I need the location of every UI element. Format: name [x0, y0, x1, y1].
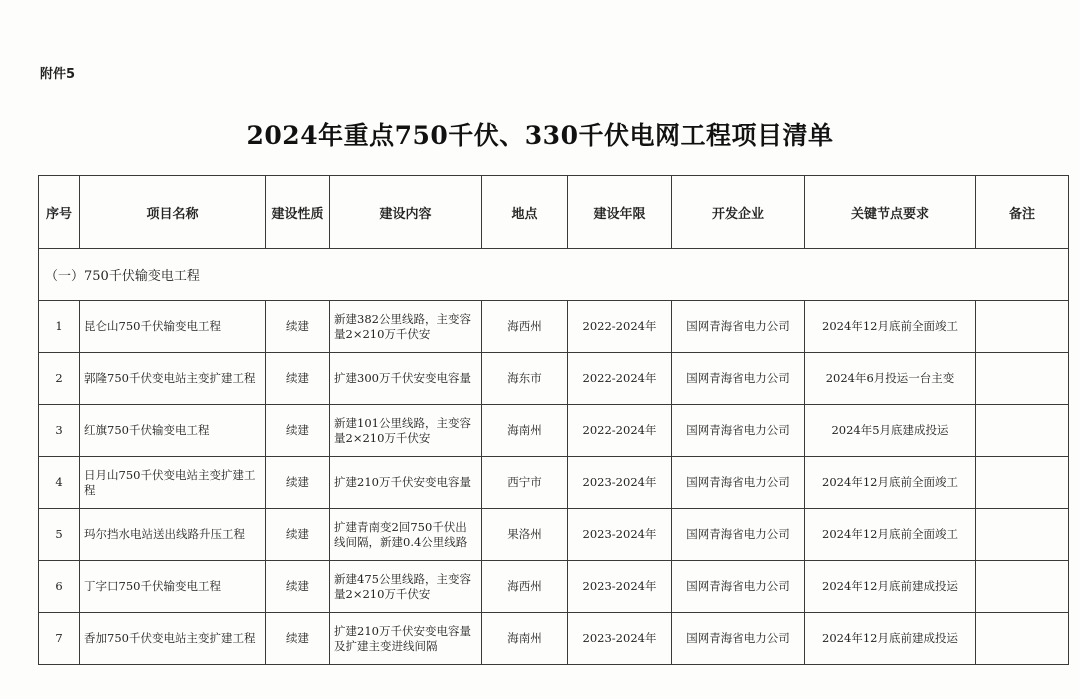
section-title: （一）750千伏输变电工程 [39, 249, 1069, 301]
cell-location: 西宁市 [482, 457, 568, 509]
cell-remark [976, 457, 1069, 509]
header-period: 建设年限 [568, 176, 672, 249]
header-remark: 备注 [976, 176, 1069, 249]
cell-no: 5 [39, 509, 80, 561]
cell-name: 郭隆750千伏变电站主变扩建工程 [80, 353, 266, 405]
cell-content: 扩建300万千伏安变电容量 [330, 353, 482, 405]
table-row [39, 457, 1069, 509]
table-header-row [39, 176, 1069, 249]
cell-location: 果洛州 [482, 509, 568, 561]
cell-milestone: 2024年12月底前全面竣工 [805, 509, 976, 561]
cell-company: 国网青海省电力公司 [672, 405, 805, 457]
cell-period: 2022-2024年 [568, 353, 672, 405]
cell-content: 扩建青南变2回750千伏出线间隔，新建0.4公里线路 [330, 509, 482, 561]
cell-milestone: 2024年12月底前建成投运 [805, 613, 976, 665]
cell-content: 新建475公里线路，主变容量2×210万千伏安 [330, 561, 482, 613]
table-row [39, 301, 1069, 353]
cell-period: 2023-2024年 [568, 613, 672, 665]
header-company: 开发企业 [672, 176, 805, 249]
cell-name: 昆仑山750千伏输变电工程 [80, 301, 266, 353]
cell-name: 玛尔挡水电站送出线路升压工程 [80, 509, 266, 561]
table-row [39, 405, 1069, 457]
cell-milestone: 2024年12月底前全面竣工 [805, 301, 976, 353]
cell-period: 2022-2024年 [568, 301, 672, 353]
table-row [39, 613, 1069, 665]
table-row [39, 353, 1069, 405]
cell-period: 2022-2024年 [568, 405, 672, 457]
cell-company: 国网青海省电力公司 [672, 301, 805, 353]
header-no: 序号 [39, 176, 80, 249]
cell-period: 2023-2024年 [568, 561, 672, 613]
cell-company: 国网青海省电力公司 [672, 613, 805, 665]
cell-content: 扩建210万千伏安变电容量及扩建主变进线间隔 [330, 613, 482, 665]
header-milestone: 关键节点要求 [805, 176, 976, 249]
section-row [39, 249, 1069, 301]
cell-company: 国网青海省电力公司 [672, 561, 805, 613]
attachment-label: 附件5 [40, 67, 76, 82]
cell-name: 丁字口750千伏输变电工程 [80, 561, 266, 613]
cell-name: 红旗750千伏输变电工程 [80, 405, 266, 457]
cell-period: 2023-2024年 [568, 509, 672, 561]
cell-nature: 续建 [266, 353, 330, 405]
cell-no: 1 [39, 301, 80, 353]
cell-remark [976, 509, 1069, 561]
cell-location: 海西州 [482, 561, 568, 613]
cell-name: 香加750千伏变电站主变扩建工程 [80, 613, 266, 665]
cell-period: 2023-2024年 [568, 457, 672, 509]
cell-name: 日月山750千伏变电站主变扩建工程 [80, 457, 266, 509]
header-location: 地点 [482, 176, 568, 249]
cell-location: 海南州 [482, 405, 568, 457]
cell-no: 2 [39, 353, 80, 405]
cell-milestone: 2024年6月投运一台主变 [805, 353, 976, 405]
cell-no: 7 [39, 613, 80, 665]
table-row [39, 561, 1069, 613]
page-title: 2024年重点750千伏、330千伏电网工程项目清单 [246, 121, 834, 150]
cell-nature: 续建 [266, 301, 330, 353]
header-nature: 建设性质 [266, 176, 330, 249]
cell-content: 新建101公里线路，主变容量2×210万千伏安 [330, 405, 482, 457]
cell-nature: 续建 [266, 457, 330, 509]
cell-no: 3 [39, 405, 80, 457]
header-name: 项目名称 [80, 176, 266, 249]
cell-milestone: 2024年5月底建成投运 [805, 405, 976, 457]
cell-milestone: 2024年12月底前全面竣工 [805, 457, 976, 509]
cell-no: 6 [39, 561, 80, 613]
cell-location: 海东市 [482, 353, 568, 405]
cell-remark [976, 301, 1069, 353]
cell-company: 国网青海省电力公司 [672, 457, 805, 509]
cell-nature: 续建 [266, 509, 330, 561]
project-table [38, 175, 1069, 665]
cell-location: 海西州 [482, 301, 568, 353]
cell-location: 海南州 [482, 613, 568, 665]
header-content: 建设内容 [330, 176, 482, 249]
cell-nature: 续建 [266, 561, 330, 613]
cell-remark [976, 561, 1069, 613]
cell-nature: 续建 [266, 613, 330, 665]
cell-company: 国网青海省电力公司 [672, 509, 805, 561]
cell-milestone: 2024年12月底前建成投运 [805, 561, 976, 613]
cell-no: 4 [39, 457, 80, 509]
table-row [39, 509, 1069, 561]
cell-remark [976, 405, 1069, 457]
cell-nature: 续建 [266, 405, 330, 457]
cell-remark [976, 353, 1069, 405]
cell-content: 扩建210万千伏安变电容量 [330, 457, 482, 509]
cell-company: 国网青海省电力公司 [672, 353, 805, 405]
cell-remark [976, 613, 1069, 665]
cell-content: 新建382公里线路，主变容量2×210万千伏安 [330, 301, 482, 353]
